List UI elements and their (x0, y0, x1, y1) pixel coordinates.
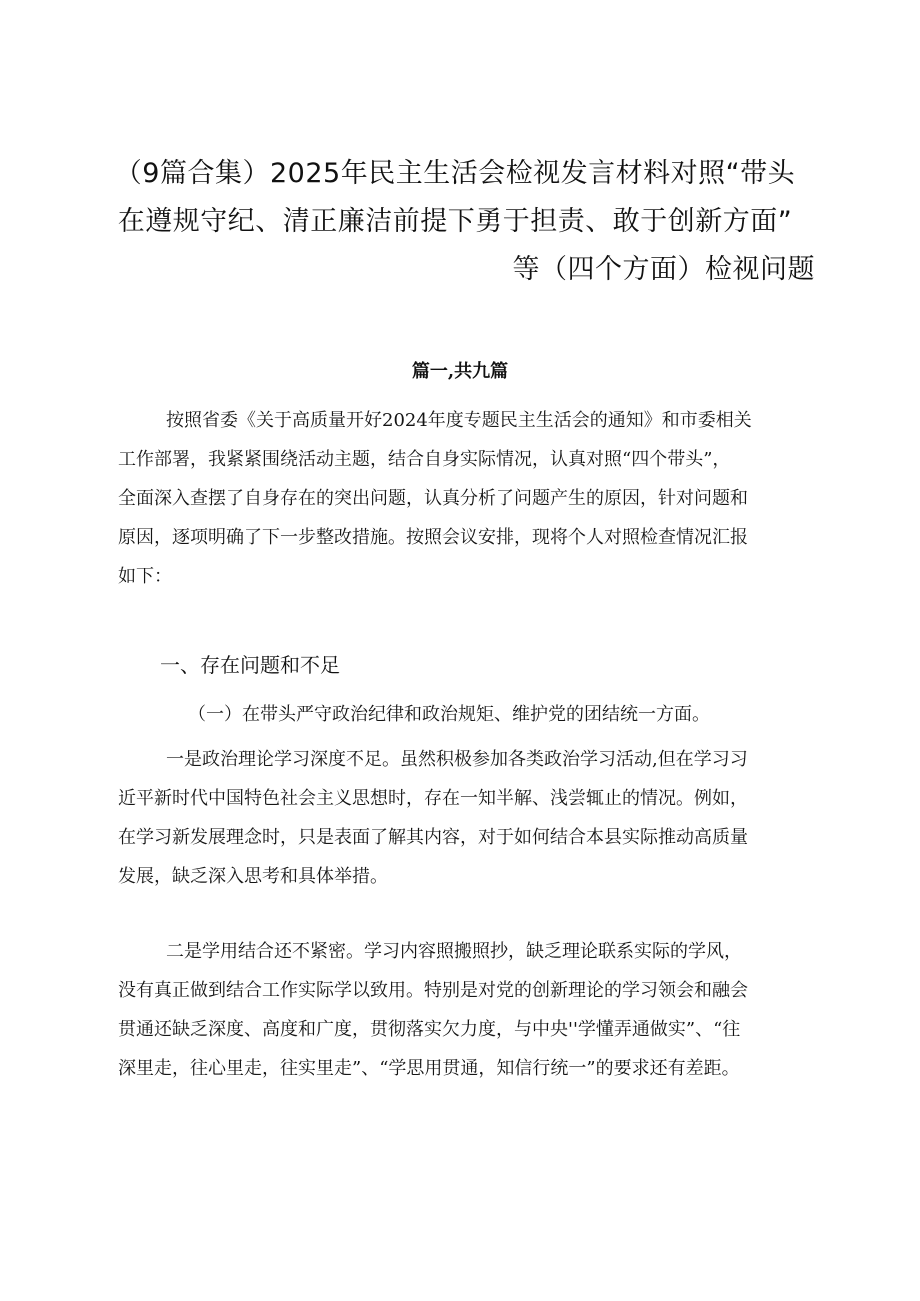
sub-heading-political-discipline: （一）在带头严守政治纪律和政治规矩、维护党的团结统一方面。 (188, 704, 710, 725)
intro-paragraph (118, 401, 818, 596)
intro-line: 按照省委《关于高质量开好2024年度专题民主生活会的通知》和市委相关 (166, 410, 752, 431)
intro-line: 如下： (118, 566, 172, 587)
point-one-line: 在学习新发展理念时，只是表面了解其内容，对于如何结合本县实际推动高质量 (118, 827, 748, 848)
section-label: 篇一,共九篇 (411, 361, 509, 382)
intro-line: 工作部署，我紧紧围绕活动主题，结合自身实际情况，认真对照“四个带头”， (118, 449, 731, 470)
title-line-2: 在遵规守纪、清正廉洁前提下勇于担责、敢于创新方面” (117, 206, 793, 237)
point-one-line: 近平新时代中国特色社会主义思想时，存在一知半解、浅尝辄止的情况。例如， (118, 788, 748, 809)
heading-problems: 一、存在问题和不足 (160, 653, 340, 677)
intro-line: 全面深入查摆了自身存在的突出问题，认真分析了问题产生的原因，针对问题和 (118, 488, 748, 509)
point-two-line: 贯通还缺乏深度、高度和广度，贯彻落实欠力度，与中央''学懂弄通做实”、“往 (118, 1019, 741, 1040)
point-two-line: 二是学用结合还不紧密。学习内容照搬照抄，缺乏理论联系实际的学风， (166, 941, 742, 962)
point-two-line: 没有真正做到结合工作实际学以致用。特别是对党的创新理论的学习领会和融会 (118, 980, 748, 1001)
point-two-paragraph (118, 932, 818, 1088)
title-line-1: （9篇合集）2025年民主生活会检视发言材料对照“带头 (114, 158, 796, 189)
title-line-3: 等（四个方面）检视问题 (512, 254, 815, 285)
point-one-paragraph (118, 740, 818, 896)
point-one-line: 一是政治理论学习深度不足。虽然积极参加各类政治学习活动,但在学习习 (166, 749, 748, 770)
intro-line: 原因，逐项明确了下一步整改措施。按照会议安排，现将个人对照检查情况汇报 (118, 527, 748, 548)
point-two-line: 深里走，往心里走，往实里走”、“学思用贯通，知信行统一”的要求还有差距。 (118, 1058, 740, 1079)
document-title (95, 150, 815, 294)
point-one-line: 发展，缺乏深入思考和具体举措。 (118, 866, 388, 887)
